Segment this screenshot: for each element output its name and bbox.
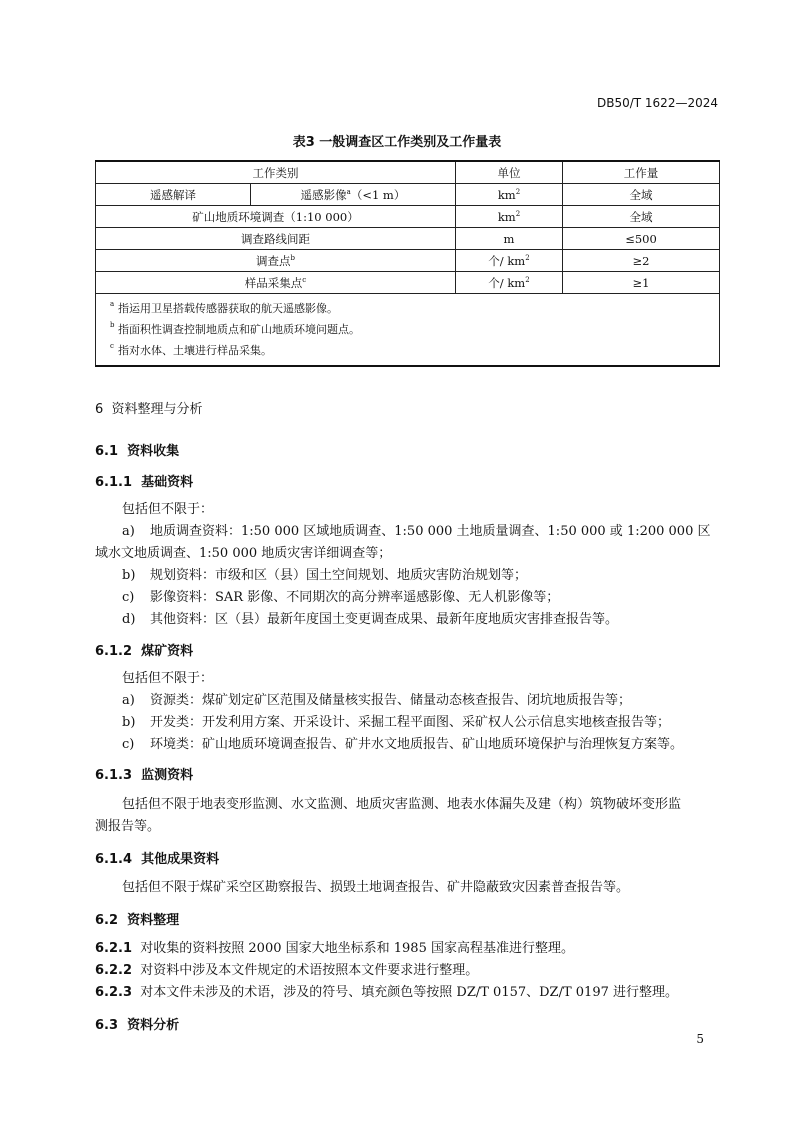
- section-heading-6: [95, 398, 203, 417]
- header-cell-quantity: 工作量: [563, 161, 720, 184]
- list-item-text: 环境类：矿山地质环境调查报告、矿井水文地质报告、矿山地质环境保护与治理恢复方案等。: [150, 737, 684, 752]
- cell-unit: [456, 250, 563, 272]
- section-title: 资料整理: [127, 913, 180, 928]
- section-title: 煤矿资料: [141, 644, 194, 659]
- table-header-row: [96, 161, 720, 184]
- clause-number: 6.2.2: [95, 963, 133, 978]
- list-item-label: c): [122, 737, 135, 752]
- table-note: [110, 340, 711, 361]
- section-heading-6-1-3: [95, 764, 193, 783]
- section-title: 其他成果资料: [141, 852, 220, 867]
- table-caption: 表3 一般调查区工作类别及工作量表: [292, 135, 502, 150]
- paragraph-line: 包括但不限于地表变形监测、水文监测、地质灾害监测、地表水体漏失及建（构）筑物破坏变形监: [122, 797, 682, 812]
- table-row: [96, 272, 720, 294]
- list-item-label: b): [122, 568, 136, 583]
- category-text: 调查点: [256, 253, 291, 268]
- section-number: 6.3: [95, 1018, 119, 1033]
- cell-unit: [456, 184, 563, 206]
- clause-item: [95, 938, 574, 960]
- section-number: 6.1: [95, 444, 119, 459]
- table-note: [110, 298, 711, 319]
- unit-superscript: 2: [515, 209, 521, 218]
- cell-quantity: 全域: [563, 184, 720, 206]
- section-number: 6.1.2: [95, 644, 133, 659]
- unit-text: 个/ km: [488, 275, 526, 290]
- category-text: 样品采集点: [244, 275, 303, 290]
- standard-code: DB50/T 1622—2024: [596, 96, 718, 110]
- footnote-mark: c: [302, 275, 307, 284]
- clause-number: 6.2.1: [95, 941, 133, 956]
- section-title: 资料收集: [127, 444, 180, 459]
- table-row: [96, 228, 720, 250]
- cell-quantity: ≥1: [563, 272, 720, 294]
- cell-quantity: 全域: [563, 206, 720, 228]
- clause-item: [95, 960, 478, 982]
- footnote-mark: a: [346, 187, 351, 196]
- list-item-label: d): [122, 612, 136, 627]
- cell-quantity: ≤500: [563, 228, 720, 250]
- footnote-mark: b: [290, 253, 295, 262]
- section-heading-6-3: [95, 1014, 179, 1033]
- subcategory-text: 遥感影像: [300, 187, 347, 202]
- table-row: [96, 184, 720, 206]
- cell-unit: [456, 206, 563, 228]
- table-row: [96, 250, 720, 272]
- cell-category: [96, 272, 456, 294]
- cell-category: [96, 250, 456, 272]
- unit-text: 个/ km: [488, 253, 526, 268]
- list-item-continuation: 域水文地质调查、1:50 000 地质灾害详细调查等；: [95, 546, 392, 561]
- note-mark: a: [110, 300, 115, 308]
- clause-item: [95, 982, 678, 1004]
- table-row: [96, 206, 720, 228]
- section-number: 6.1.3: [95, 768, 133, 783]
- section-title: 基础资料: [141, 475, 194, 490]
- section-heading-6-1-4: [95, 848, 219, 867]
- section-number: 6.2: [95, 913, 119, 928]
- list-item-label: a): [122, 693, 135, 708]
- cell-category: 矿山地质环境调查（1:10 000）: [96, 206, 456, 228]
- section-heading-6-1: [95, 440, 179, 459]
- list-item-text: 地质调查资料：1:50 000 区域地质调查、1:50 000 土地质量调查、1:50 000 或 1:200 000 区: [150, 524, 711, 539]
- clause-text: 对本文件未涉及的术语，涉及的符号、填充颜色等按照 DZ/T 0157、DZ/T 0197 进行整理。: [140, 985, 678, 1000]
- paragraph-continuation: 测报告等。: [95, 819, 161, 834]
- note-mark: b: [110, 321, 115, 329]
- list-item-label: b): [122, 715, 136, 730]
- cell-unit: m: [456, 228, 563, 250]
- section-title: 资料整理与分析: [111, 402, 203, 417]
- note-text: 指对水体、土壤进行样品采集。: [118, 344, 272, 357]
- list-item-text: 影像资料：SAR 影像、不同期次的高分辨率遥感影像、无人机影像等；: [150, 590, 560, 605]
- list-item-text: 规划资料：市级和区（县）国土空间规划、地质灾害防治规划等；: [150, 568, 528, 583]
- header-cell-category: 工作类别: [96, 161, 456, 184]
- paragraph-intro: 包括但不限于：: [122, 502, 214, 517]
- unit-superscript: 2: [515, 187, 521, 196]
- workload-table: [95, 160, 720, 367]
- section-heading-6-1-2: [95, 640, 193, 659]
- cell-category: 调查路线间距: [96, 228, 456, 250]
- subcategory-tail: （<1 m）: [350, 187, 406, 202]
- note-mark: c: [110, 342, 114, 350]
- unit-text: km: [497, 187, 516, 202]
- page-number: 5: [696, 1032, 704, 1046]
- section-title: 资料分析: [127, 1018, 180, 1033]
- note-text: 指面积性调查控制地质点和矿山地质环境问题点。: [118, 323, 360, 336]
- section-number: 6: [95, 402, 104, 417]
- paragraph-line: 包括但不限于煤矿采空区勘察报告、损毁土地调查报告、矿井隐蔽致灾因素普查报告等。: [122, 880, 630, 895]
- clause-text: 对收集的资料按照 2000 国家大地坐标系和 1985 国家高程基准进行整理。: [140, 941, 574, 956]
- unit-text: km: [497, 209, 516, 224]
- cell-subcategory: [251, 184, 456, 206]
- table-notes-row: [96, 294, 720, 367]
- list-item-label: c): [122, 590, 135, 605]
- table-note: [110, 319, 711, 340]
- section-heading-6-1-1: [95, 471, 193, 490]
- list-item-text: 资源类：煤矿划定矿区范围及储量核实报告、储量动态核查报告、闭坑地质报告等；: [150, 693, 632, 708]
- paragraph-intro: 包括但不限于：: [122, 671, 214, 686]
- cell-category: 遥感解译: [96, 184, 251, 206]
- section-number: 6.1.4: [95, 852, 133, 867]
- section-number: 6.1.1: [95, 475, 133, 490]
- unit-superscript: 2: [525, 275, 530, 284]
- list-item-text: 开发类：开发利用方案、开采设计、采掘工程平面图、采矿权人公示信息实地核查报告等；: [150, 715, 671, 730]
- unit-superscript: 2: [525, 253, 530, 262]
- list-item-label: a): [122, 524, 135, 539]
- clause-text: 对资料中涉及本文件规定的术语按照本文件要求进行整理。: [140, 963, 479, 978]
- table-notes: [96, 294, 720, 367]
- list-item-text: 其他资料：区（县）最新年度国土变更调查成果、最新年度地质灾害排查报告等。: [150, 612, 619, 627]
- section-title: 监测资料: [141, 768, 194, 783]
- cell-quantity: ≥2: [563, 250, 720, 272]
- cell-unit: [456, 272, 563, 294]
- note-text: 指运用卫星搭载传感器获取的航天遥感影像。: [118, 302, 338, 315]
- section-heading-6-2: [95, 909, 179, 928]
- clause-number: 6.2.3: [95, 985, 133, 1000]
- header-cell-unit: 单位: [456, 161, 563, 184]
